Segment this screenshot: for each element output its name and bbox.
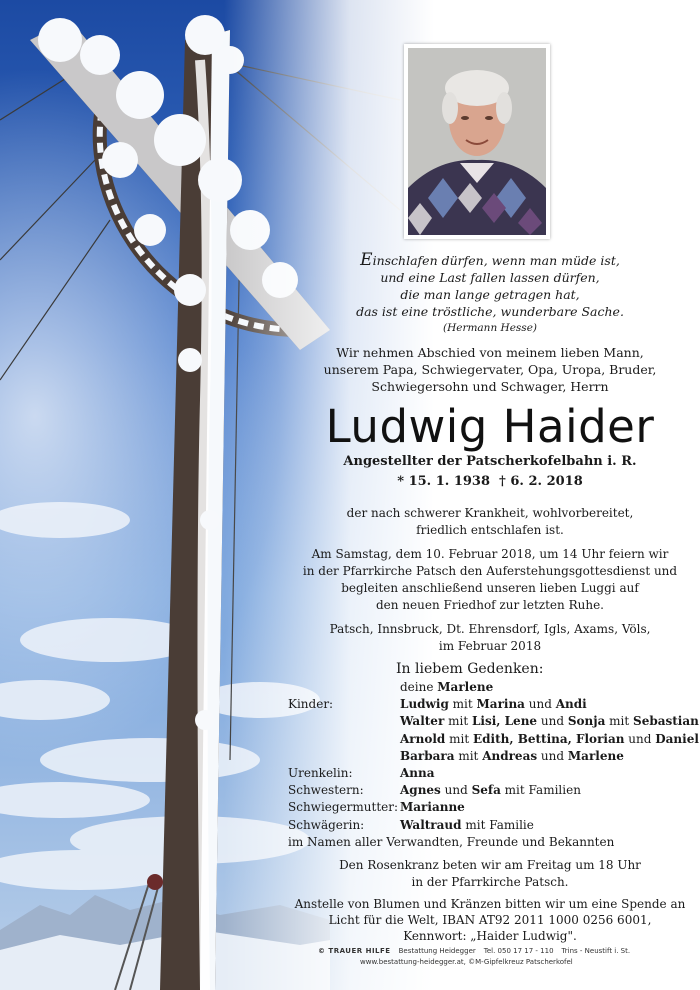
child-partner: Marina [476, 697, 525, 712]
intro-line: Wir nehmen Abschied von meinem lieben Mann, [336, 345, 644, 360]
child-name: Ludwig [400, 697, 449, 712]
footer [318, 946, 688, 968]
donation-text [290, 896, 690, 944]
death-line: der nach schwerer Krankheit, wohlvorbereitet, [346, 506, 634, 520]
places-date [290, 621, 690, 655]
funeral-line: Am Samstag, dem 10. Februar 2018, um 14 Uhr feiern wir [311, 547, 669, 561]
child-name: Walter [400, 714, 445, 729]
footer-phone: Tel. 050 17 17 - 110 [483, 947, 554, 955]
grandchild-name: Lisi, Lene [471, 714, 538, 729]
intro-text [290, 344, 690, 395]
donation-line: Licht für die Welt, IBAN AT92 2011 1000 0256 6001, [328, 913, 652, 927]
funeral-line: den neuen Friedhof zur letzten Ruhe. [376, 598, 604, 612]
connector: mit [444, 714, 472, 729]
donation-line: Anstelle von Blumen und Kränzen bitten wir um eine Spende an [294, 897, 686, 911]
footer-photo-credit: ©M-Gipfelkreuz Patscherkofel [468, 958, 573, 966]
connector: mit [445, 731, 473, 746]
family-closing: im Namen aller Verwandten, Freunde und Bekannten [288, 834, 615, 849]
poem-initial: E [360, 250, 373, 270]
footer-address: Trins - Neustift i. St. [561, 947, 631, 955]
family-list [288, 660, 698, 851]
family-row-children [288, 748, 698, 765]
grandchild-name: Marlene [567, 748, 624, 763]
grandchild-name: Andi [555, 697, 587, 712]
family-row-mother-in-law [288, 799, 698, 816]
poem-line-2: und eine Last fallen lassen dürfen, [380, 270, 600, 285]
grandchild-name: Edith, Bettina, Florian [472, 731, 625, 746]
funeral-line: in der Pfarrkirche Patsch den Auferstehungsgottesdienst und [302, 564, 678, 578]
family-row-children [288, 696, 698, 713]
date-line: im Februar 2018 [438, 639, 542, 653]
connector: und [624, 731, 656, 746]
poem-author: (Hermann Hesse) [442, 322, 538, 334]
mother-in-law-label: Schwiegermutter: [288, 800, 399, 815]
sisters-label: Schwestern: [288, 783, 364, 798]
deceased-name: Ludwig Haider [325, 400, 655, 453]
poem-line-1-text: inschlafen dürfen, wenn man müde ist, [372, 253, 620, 268]
connector: mit [605, 714, 634, 729]
rosary-line: Den Rosenkranz beten wir am Freitag um 18 Uhr [339, 858, 641, 872]
great-grandchild-name: Anna [400, 766, 435, 781]
sister-name: Agnes [400, 783, 441, 798]
family-row-sister-in-law [288, 817, 698, 834]
poem [290, 252, 690, 337]
places-line: Patsch, Innsbruck, Dt. Ehrensdorf, Igls, Axams, Völs, [329, 622, 651, 636]
connector: und [524, 697, 556, 712]
connector: und [537, 748, 568, 763]
footer-brand: © TRAUER HILFE [318, 947, 391, 955]
portrait-photo [404, 44, 550, 239]
connector: und [537, 714, 568, 729]
sister-in-law-suffix: mit Familie [461, 817, 534, 832]
poem-line-3: die man lange getragen hat, [400, 287, 580, 302]
mother-in-law-name: Marianne [400, 800, 465, 815]
funeral-line: begleiten anschließend unseren lieben Luggi auf [341, 581, 639, 595]
intro-line: Schwiegersohn und Schwager, Herrn [371, 379, 609, 394]
donation-line: Kennwort: „Haider Ludwig". [403, 929, 577, 943]
sisters-suffix: mit Familien [500, 783, 581, 798]
children-label: Kinder: [288, 697, 334, 712]
portrait-image [408, 48, 546, 235]
connector: mit [454, 748, 483, 763]
child-partner: Andreas [482, 748, 538, 763]
footer-company: Bestattung Heidegger [398, 947, 476, 955]
death-line: friedlich entschlafen ist. [416, 523, 564, 537]
great-grandchild-label: Urenkelin: [288, 766, 353, 781]
family-row-sisters [288, 782, 698, 799]
sister-in-law-label: Schwägerin: [288, 817, 365, 832]
poem-line-4: das ist eine tröstliche, wunderbare Sache. [356, 304, 624, 319]
family-row-great-grandchild [288, 765, 698, 782]
deceased-occupation: Angestellter der Patscherkofelbahn i. R. [343, 454, 637, 469]
family-heading: In liebem Gedenken: [396, 661, 544, 677]
connector: und [440, 783, 472, 798]
connector: mit [448, 697, 477, 712]
funeral-text [290, 546, 690, 614]
footer-website: www.bestattung-heidegger.at, [360, 958, 466, 966]
wife-prefix: deine [400, 680, 438, 694]
family-row-children [288, 713, 698, 730]
wife-name: Marlene [437, 680, 494, 694]
child-name: Arnold [400, 731, 446, 746]
sister-name: Sefa [471, 783, 501, 798]
family-row-children [288, 731, 698, 748]
intro-line: unserem Papa, Schwiegervater, Opa, Uropa, Bruder, [323, 362, 657, 377]
family-row-wife [288, 679, 698, 696]
rosary-line: in der Pfarrkirche Patsch. [411, 875, 569, 889]
grandchild-name: Sonja [567, 714, 606, 729]
grandchild-name: Daniel [655, 731, 699, 746]
child-name: Barbara [400, 748, 455, 763]
life-dates: * 15. 1. 1938 † 6. 2. 2018 [397, 474, 583, 489]
sister-in-law-name: Waltraud [400, 817, 462, 832]
death-text [290, 505, 690, 539]
poem-line-1 [290, 252, 690, 269]
grandchild-partner: Sebastian [633, 714, 699, 729]
rosary-text [290, 857, 690, 891]
